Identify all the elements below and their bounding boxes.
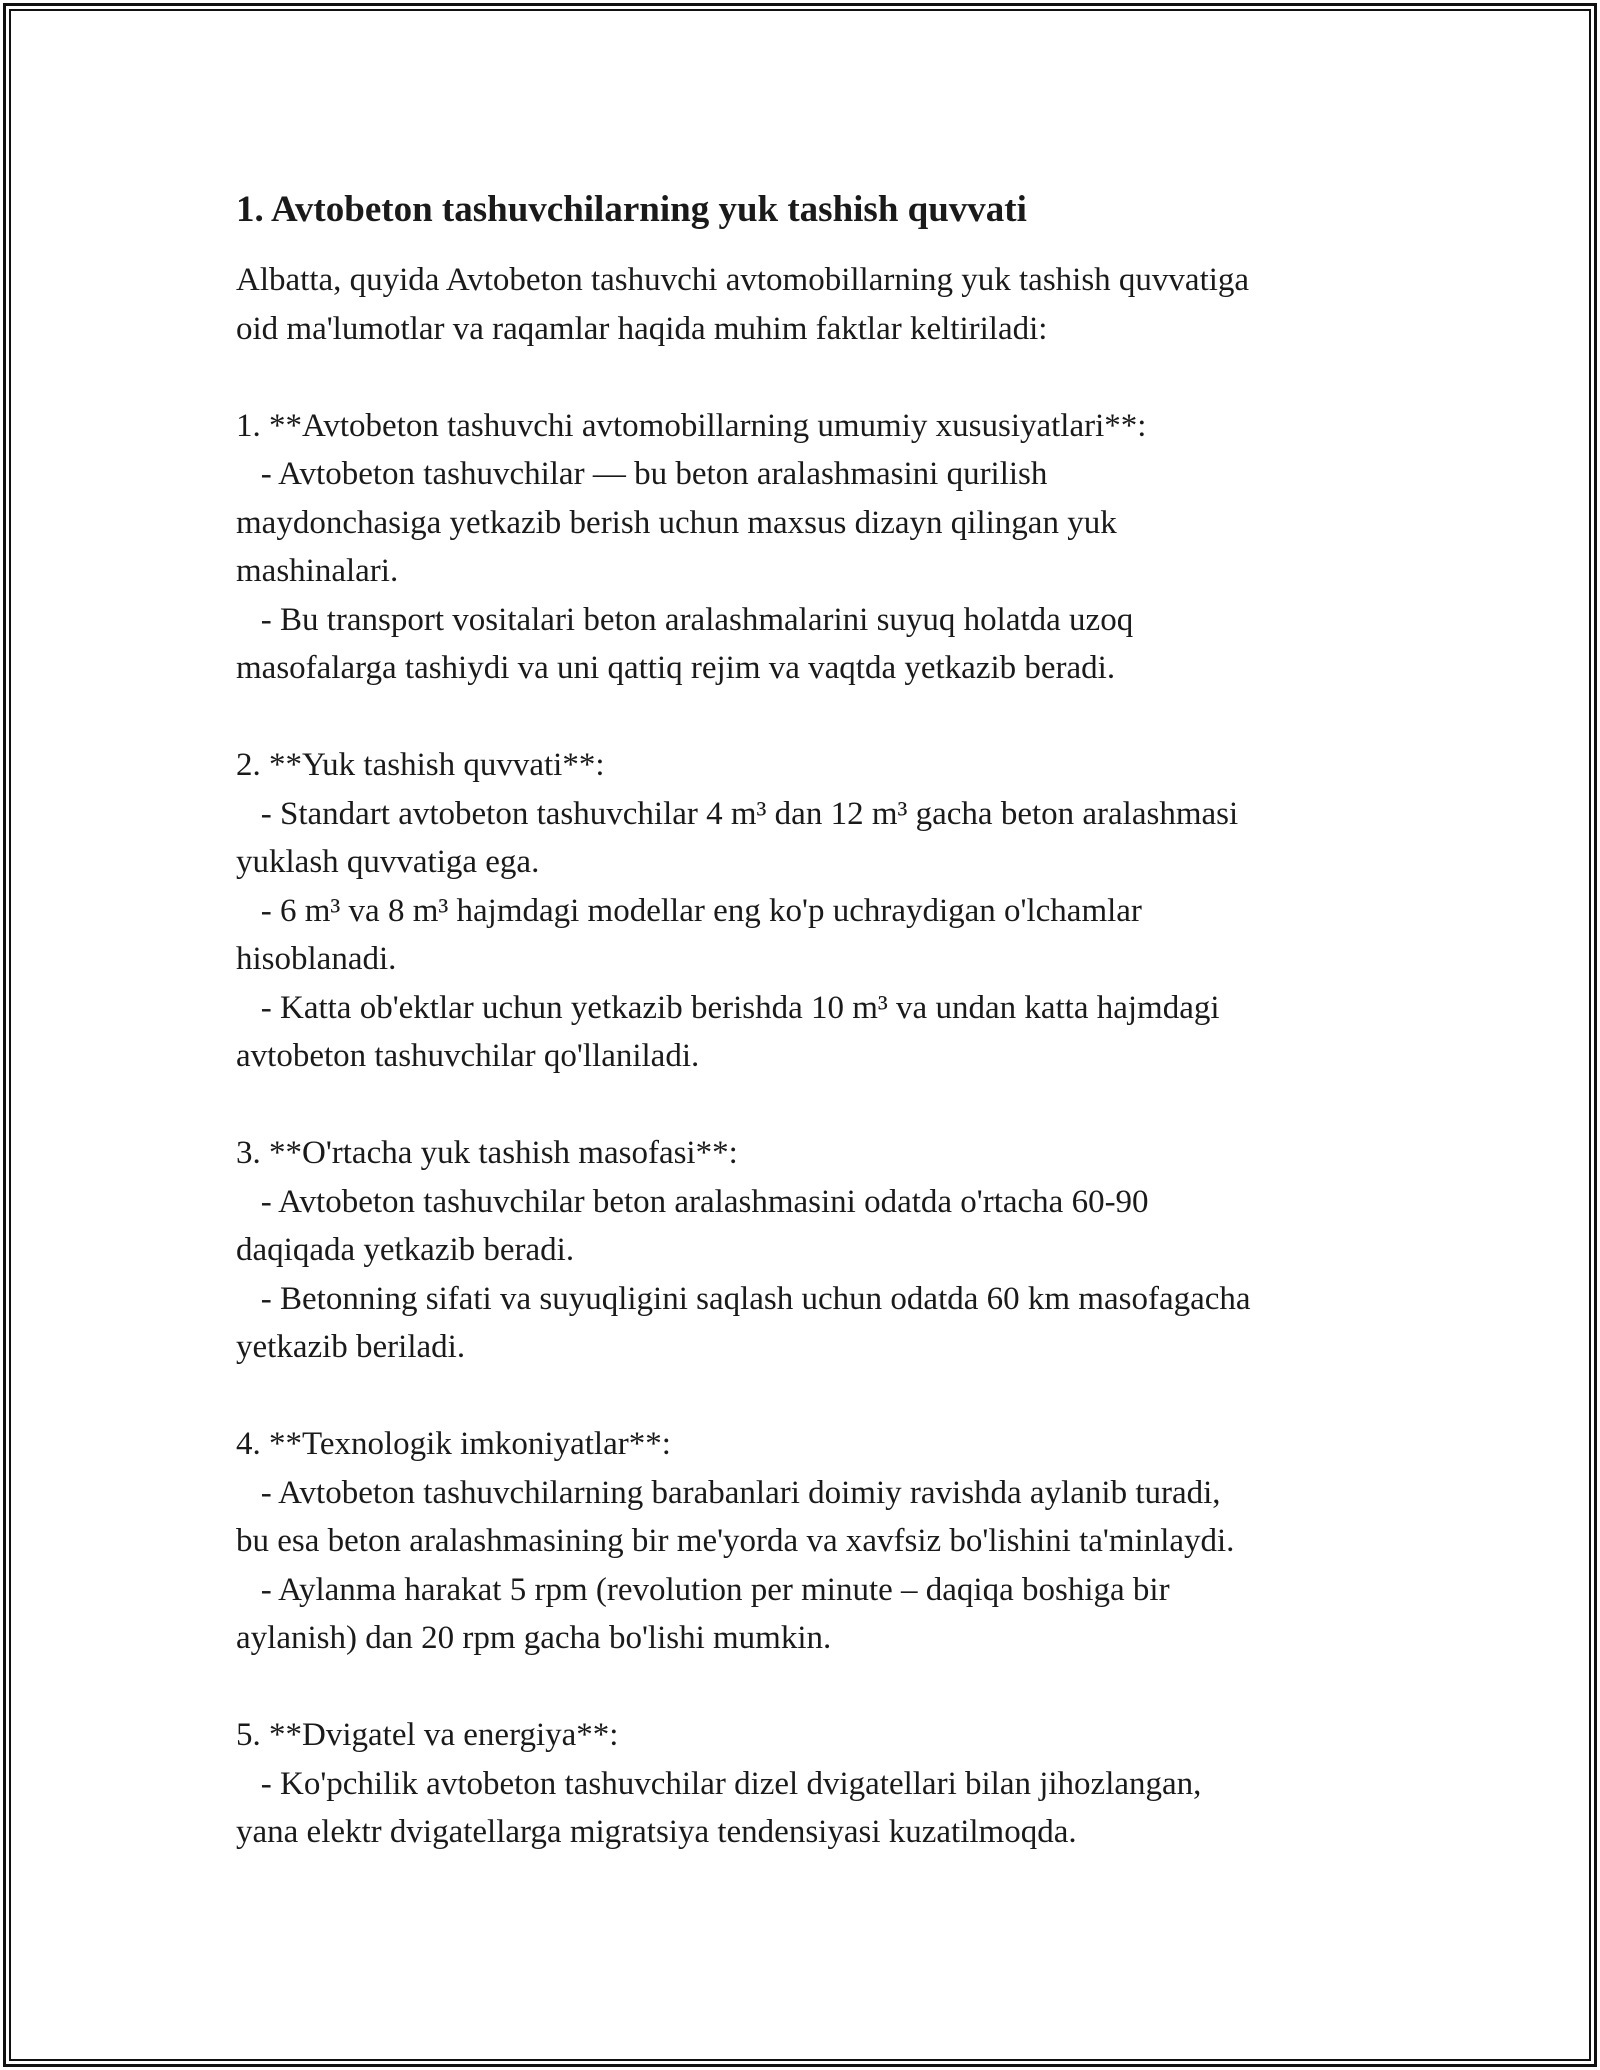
section-2: 2. **Yuk tashish quvvati**: - Standart avtobeton tashuvchilar 4 m³ dan 12 m³ gacha beton aralashmasi yuklash quvvatiga ega. - 6 m³ va 8 m³ hajmdagi modellar eng ko'p uchraydigan o'lchamlar hisoblanadi. - Katta ob'ektlar uchun yetkazib berishda 10 m³ va undan katta hajmdagi avtobeton tashuvchilar qo'llaniladi.: [236, 747, 1239, 1074]
spacer-line: [236, 1663, 1386, 1712]
section-3: 3. **O'rtacha yuk tashish masofasi**: - Avtobeton tashuvchilar beton aralashmasini odatda o'rtacha 60-90 daqiqada yetkazib beradi. - Betonning sifati va suyuqligini saqlash uchun odatda 60 km masofagacha yetkazib beriladi.: [236, 1135, 1251, 1365]
document-body: [236, 186, 1386, 1857]
section-4: 4. **Texnologik imkoniyatlar**: - Avtobeton tashuvchilarning barabanlari doimiy ravishda aylanib turadi, bu esa beton aralashmasining bir me'yorda va xavfsiz bo'lishini ta'minlaydi. - Aylanma harakat 5 rpm (revolution per minute – daqiqa boshiga bir aylanish) dan 20 rpm gacha bo'lishi mumkin.: [236, 1426, 1235, 1656]
section-1: 1. **Avtobeton tashuvchi avtomobillarning umumiy xususiyatlari**: - Avtobeton tashuvchilar — bu beton aralashmasini qurilish maydonchasiga yetkazib berish uchun maxsus dizayn qilingan yuk mashinalari. - Bu transport vositalari beton aralashmalarini suyuq holatda uzoq masofalarga tashiydi va uni qattiq rejim va vaqtda yetkazib beradi.: [236, 407, 1147, 686]
spacer-line: [236, 1372, 1386, 1421]
spacer-line: [236, 1081, 1386, 1130]
section-5: 5. **Dvigatel va energiya**: - Ko'pchilik avtobeton tashuvchilar dizel dvigatellari bilan jihozlangan, yana elektr dvigatellarga migratsiya tendensiyasi kuzatilmoqda.: [236, 1717, 1202, 1850]
spacer-line: [236, 353, 1386, 402]
document-title: 1. Avtobeton tashuvchilarning yuk tashish quvvati: [236, 189, 1027, 230]
spacer-line: [236, 693, 1386, 742]
intro-paragraph: Albatta, quyida Avtobeton tashuvchi avtomobillarning yuk tashish quvvatiga oid ma'lumotlar va raqamlar haqida muhim faktlar keltiriladi:: [236, 262, 1250, 347]
